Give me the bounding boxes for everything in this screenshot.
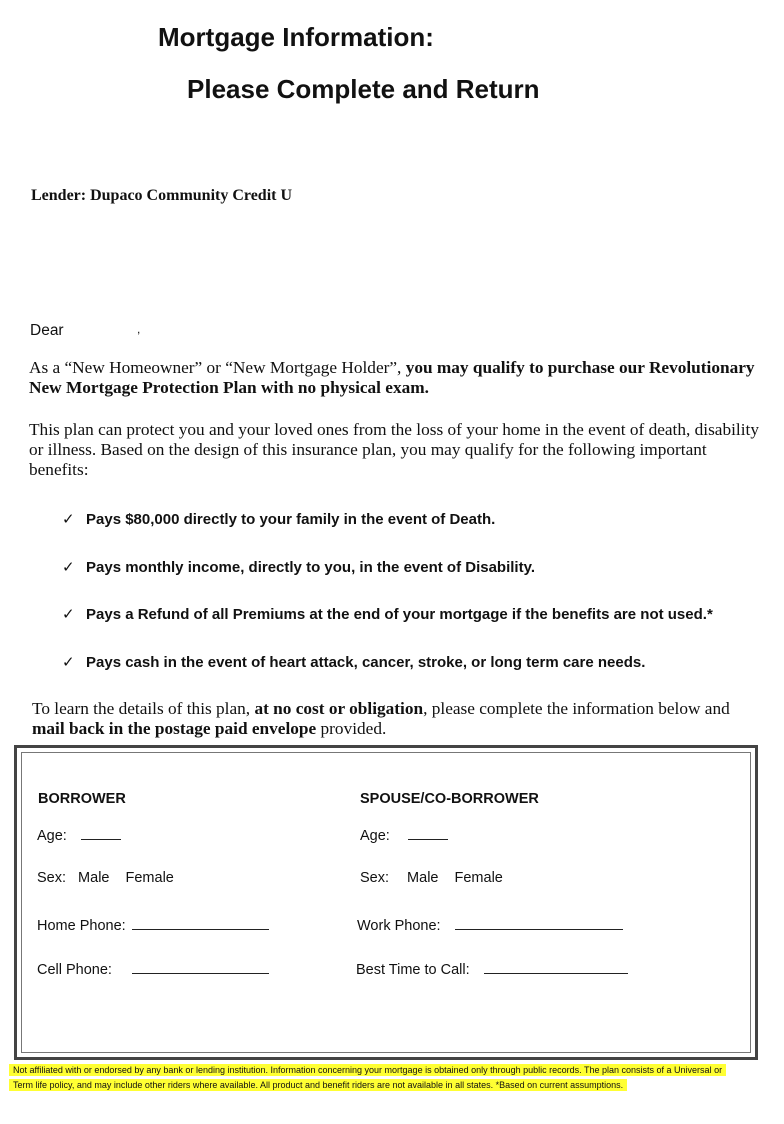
borrower-sex-male-option[interactable]: Male — [78, 870, 110, 886]
page-title: Mortgage Information: — [158, 22, 434, 52]
intro-text: As a “New Homeowner” or “New Mortgage Holder”, — [29, 358, 406, 377]
cta-text: To learn the details of this plan, — [32, 699, 255, 718]
benefit-text: Pays monthly income, directly to you, in the event of Disability. — [86, 559, 535, 576]
spouse-best-time-field[interactable] — [484, 959, 628, 974]
borrower-home-phone-field[interactable] — [132, 915, 269, 930]
borrower-sex-female-option[interactable]: Female — [125, 870, 174, 886]
borrower-cell-phone-field[interactable] — [132, 959, 269, 974]
borrower-heading: BORROWER — [38, 791, 126, 807]
salutation-comma: , — [137, 322, 141, 336]
spouse-best-time-row — [356, 959, 628, 978]
spouse-work-phone-label: Work Phone: — [357, 918, 441, 934]
cta-bold-text: mail back in the postage paid envelope — [32, 719, 317, 738]
spouse-age-label: Age: — [360, 828, 390, 844]
spouse-work-phone-row — [357, 915, 623, 934]
spouse-best-time-label: Best Time to Call: — [356, 962, 470, 978]
borrower-sex-label: Sex: — [37, 870, 67, 886]
intro-paragraph — [29, 358, 759, 398]
checkmark-icon: ✓ — [62, 653, 75, 671]
form-inner-border — [21, 752, 751, 1053]
spouse-heading: SPOUSE/CO-BORROWER — [360, 791, 539, 807]
borrower-sex-row — [37, 870, 174, 886]
borrower-cell-phone-row — [37, 959, 269, 978]
borrower-age-field[interactable] — [81, 825, 121, 840]
spouse-work-phone-field[interactable] — [455, 915, 623, 930]
intro-bold-text: you may qualify to purchase our Revolutionary New Mortgage Protection Plan with no physical exam. — [29, 358, 755, 397]
spouse-sex-label: Sex: — [360, 870, 390, 886]
borrower-age-label: Age: — [37, 828, 67, 844]
benefit-item — [62, 558, 535, 576]
borrower-age-row — [37, 825, 121, 844]
spouse-sex-male-option[interactable]: Male — [407, 870, 439, 886]
disclaimer — [9, 1063, 738, 1093]
cta-paragraph — [32, 699, 762, 739]
borrower-home-phone-row — [37, 915, 269, 934]
benefit-text: Pays a Refund of all Premiums at the end of your mortgage if the benefits are not used.* — [86, 606, 713, 623]
benefit-text: Pays $80,000 directly to your family in the event of Death. — [86, 511, 496, 528]
page-subtitle: Please Complete and Return — [187, 74, 540, 104]
cta-text: provided. — [316, 719, 387, 738]
checkmark-icon: ✓ — [62, 558, 75, 576]
checkmark-icon: ✓ — [62, 605, 75, 623]
benefit-item — [62, 605, 713, 623]
salutation: Dear — [30, 322, 64, 339]
benefit-item — [62, 653, 645, 671]
benefit-item — [62, 510, 495, 528]
disclaimer-text: Not affiliated with or endorsed by any bank or lending institution. Information concerning your mortgage is obtained only through public records. The plan consists of a Universal or Term life policy, and may include other riders where available. All product and benefit riders are not available in all states. *Based on current assumptions. — [9, 1064, 726, 1091]
spouse-sex-female-option[interactable]: Female — [454, 870, 503, 886]
borrower-home-phone-label: Home Phone: — [37, 918, 126, 934]
spouse-age-field[interactable] — [408, 825, 448, 840]
response-form — [14, 745, 758, 1060]
cta-text: , please complete the information below and — [423, 699, 730, 718]
cta-bold-text: at no cost or obligation — [254, 699, 424, 718]
checkmark-icon: ✓ — [62, 510, 75, 528]
lender-line: Lender: Dupaco Community Credit U — [31, 187, 293, 204]
benefit-text: Pays cash in the event of heart attack, cancer, stroke, or long term care needs. — [86, 654, 646, 671]
spouse-age-row — [360, 825, 448, 844]
spouse-sex-row — [360, 870, 503, 886]
borrower-cell-phone-label: Cell Phone: — [37, 962, 112, 978]
description-paragraph: This plan can protect you and your loved ones from the loss of your home in the event of death, disability or illness. Based on the design of this insurance plan, you may qualify for the following important benefits: — [29, 420, 759, 479]
